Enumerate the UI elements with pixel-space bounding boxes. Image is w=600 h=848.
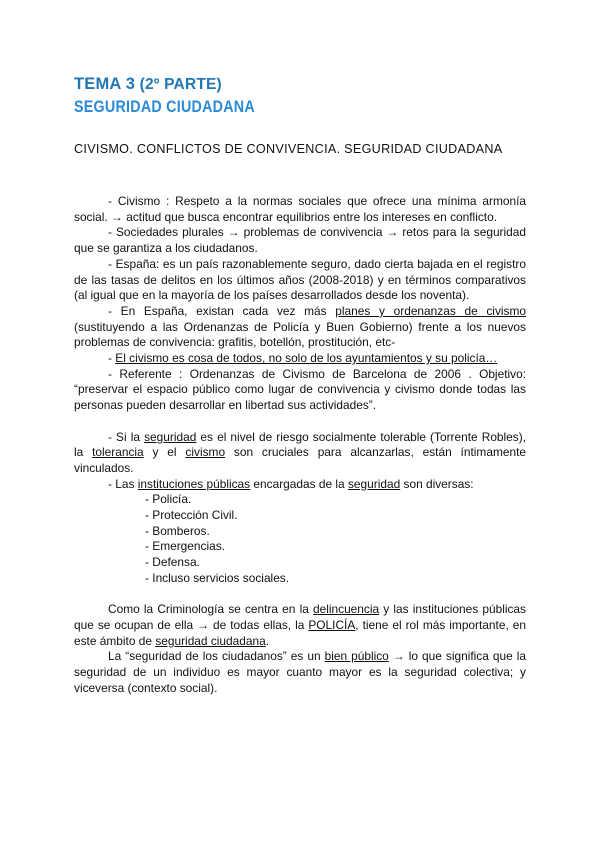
document-subtitle: SEGURIDAD CIUDADANA xyxy=(74,97,255,116)
underlined-text: seguridad xyxy=(144,429,197,444)
text-run: encargadas de la xyxy=(250,476,348,491)
text-run: . xyxy=(265,633,270,648)
text-run: - Las xyxy=(108,476,138,491)
section-heading: CIVISMO. CONFLICTOS DE CONVIVENCIA. SEGURIDAD CIUDADANA xyxy=(74,142,503,156)
paragraph-criminologia xyxy=(74,602,526,649)
underlined-text: bien público xyxy=(324,649,389,664)
text-run: - xyxy=(108,351,116,366)
paragraph-seguridad xyxy=(74,430,526,477)
paragraph-instituciones xyxy=(74,477,526,493)
underlined-text: delincuencia xyxy=(313,602,380,617)
underlined-text: POLICÍA xyxy=(308,617,356,632)
text-run: (sustituyendo a las Ordenanzas de Policía y Buen Gobierno) frente a los nuevos problemas de convivencia: grafitis, botellón, prostitución, etc- xyxy=(74,319,526,350)
document-title xyxy=(74,75,222,94)
list-item: - Policía. xyxy=(145,492,192,507)
underlined-text: planes y ordenanzas de civismo xyxy=(335,303,526,318)
underlined-text: tolerancia xyxy=(92,445,144,460)
list-item: - Protección Civil. xyxy=(145,508,238,523)
tema-part: (2º PARTE) xyxy=(139,76,222,93)
text-run: Como la Criminología se centra en la xyxy=(108,602,313,617)
paragraph-civismo: - Civismo : Respeto a la normas sociales que ofrece una mínima armonía social. → actitud que busca encontrar equilibrios entre los intereses en conflicto. xyxy=(74,194,526,224)
text-run: son diversas: xyxy=(400,476,474,491)
text-run: y el xyxy=(143,445,186,460)
underlined-text: instituciones públicas xyxy=(137,476,251,491)
paragraph-sociedades: - Sociedades plurales → problemas de convivencia → retos para la seguridad que se garantiza a los ciudadanos. xyxy=(74,225,526,256)
text-run: son cruciales para alcanzarlas, están íntimamente vinculados. xyxy=(74,445,526,475)
text-run: y las instituciones públicas que se ocupan de ella → de todas ellas, la xyxy=(74,602,526,632)
paragraph-ordenanzas xyxy=(74,304,526,351)
text-run: , tiene el rol más importante, en este ámbito de xyxy=(74,617,526,648)
list-item: - Bomberos. xyxy=(145,523,210,538)
text-run: es el nivel de riesgo socialmente tolerable (Torrente Robles), la xyxy=(74,429,527,460)
list-item: - Defensa. xyxy=(145,555,200,570)
underlined-text: seguridad ciudadana xyxy=(155,633,266,648)
list-item: - Emergencias. xyxy=(145,539,225,554)
document-body xyxy=(74,194,526,696)
paragraph-espana: - España: es un país razonablemente seguro, dado cierta bajada en el registro de las tasas de delitos en los últimos años (2008-2018) y en términos comparativos (al igual que en la mayoría de los países desarrollados desde los noventa). xyxy=(74,256,526,303)
underlined-text: El civismo es cosa de todos, no solo de los ayuntamientos y su policía… xyxy=(115,351,498,366)
blank-line xyxy=(74,587,526,603)
paragraph-civismo-todos xyxy=(74,351,526,367)
blank-line xyxy=(74,414,526,430)
text-run: - Si la xyxy=(108,429,145,444)
text-run: La “seguridad de los ciudadanos” es un xyxy=(108,649,325,664)
paragraph-bien-publico xyxy=(74,649,526,696)
underlined-text: civismo xyxy=(185,445,226,460)
text-run: - En España, existan cada vez más xyxy=(108,303,336,318)
underlined-text: seguridad xyxy=(347,476,401,491)
tema-label: TEMA 3 xyxy=(74,75,136,93)
paragraph-referente: - Referente : Ordenanzas de Civismo de Barcelona de 2006 . Objetivo: “preservar el espacio público como lugar de convivencia y civismo donde todas las personas pueden desarrollar en libertad sus actividades”. xyxy=(74,366,526,413)
text-run: → lo que significa que la seguridad de un individuo es mayor cuanto mayor es la seguridad colectiva; y viceversa (contexto social). xyxy=(74,649,527,695)
list-item: - Incluso servicios sociales. xyxy=(145,570,290,585)
